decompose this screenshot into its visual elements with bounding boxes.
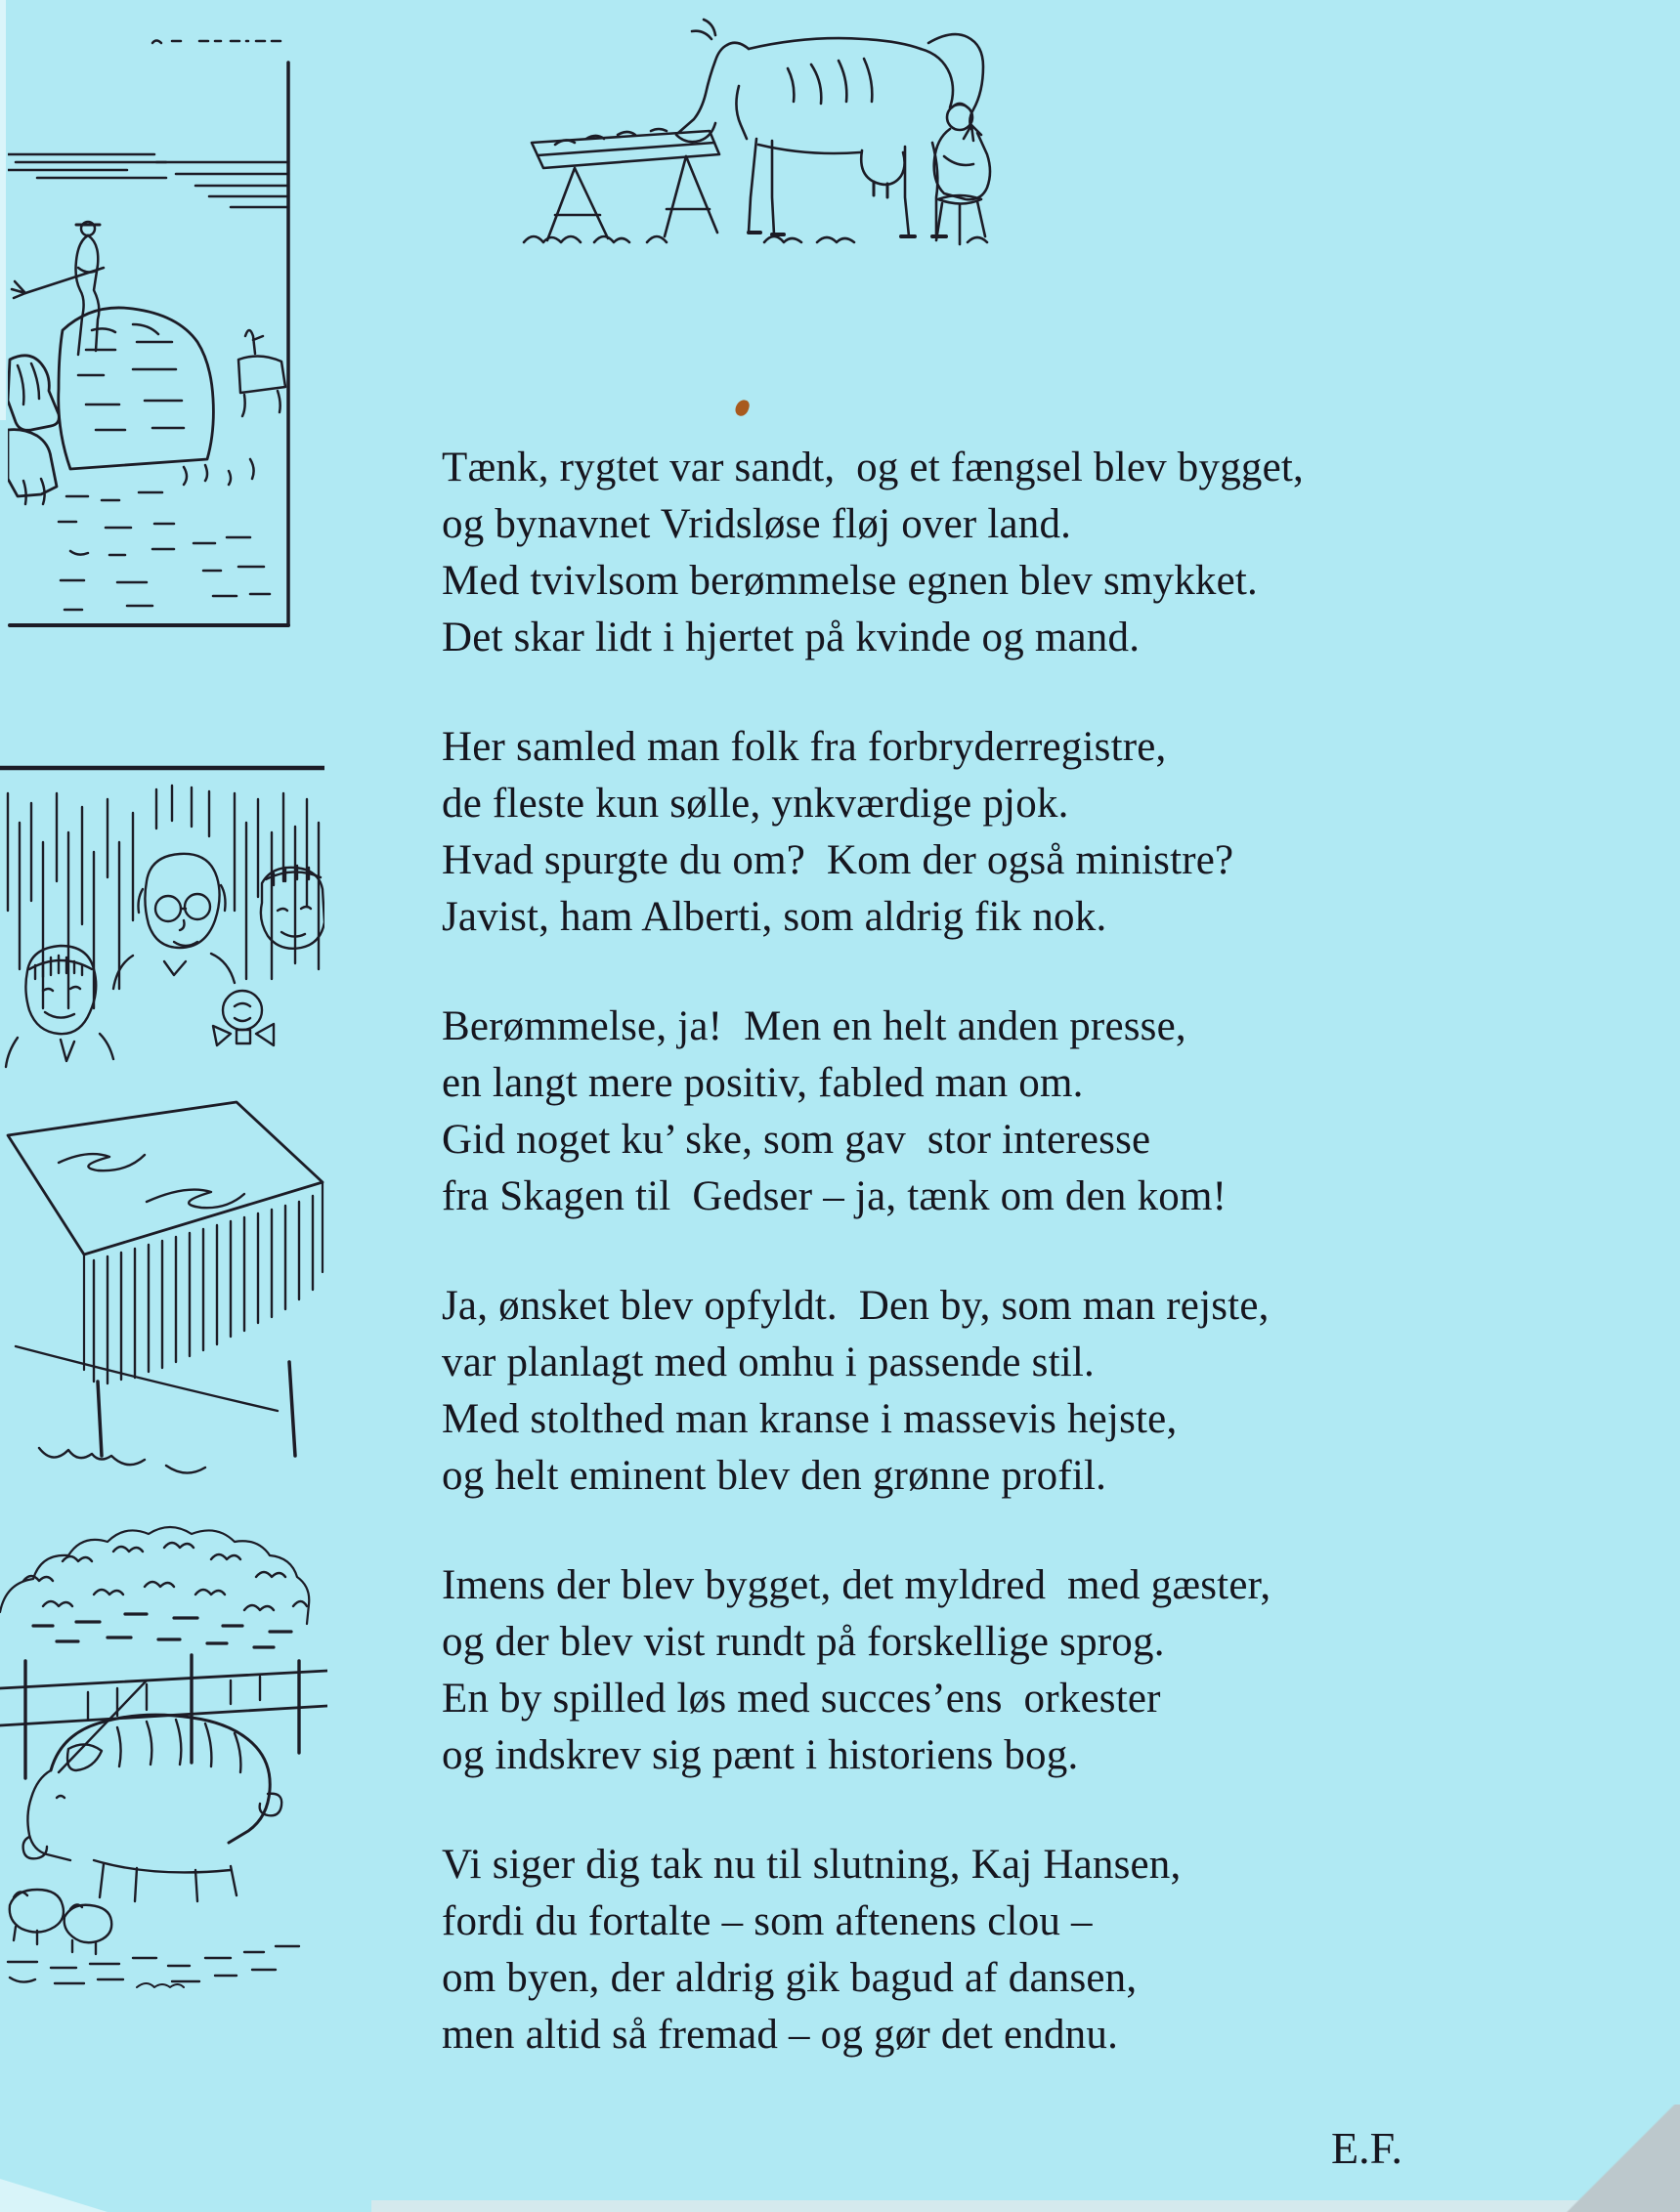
poem-line: men altid så fremad – og gør det endnu. — [442, 2012, 1119, 2058]
poem — [442, 440, 1304, 2116]
scan-corner-artifact — [0, 2179, 108, 2212]
poem-line: Det skar lidt i hjertet på kvinde og mand. — [442, 615, 1141, 660]
poem-line: Berømmelse, ja! Men en helt anden presse, — [442, 1003, 1186, 1049]
stanza-1 — [442, 440, 1304, 666]
poem-line: og indskrev sig pænt i historiens bog. — [442, 1732, 1079, 1778]
poem-line: Gid noget ku’ ske, som gav stor interesse — [442, 1117, 1151, 1163]
stanza-4 — [442, 1278, 1304, 1505]
poem-line: og bynavnet Vridsløse fløj over land. — [442, 501, 1072, 547]
poem-line: En by spilled løs med succes’ens orkester — [442, 1676, 1161, 1722]
poem-line: Hvad spurgte du om? Kom der også ministre? — [442, 837, 1234, 883]
poem-line: Med stolthed man kranse i massevis hejste, — [442, 1396, 1178, 1442]
frame-top-mark — [152, 41, 161, 44]
poem-line: en langt mere positiv, fabled man om. — [442, 1060, 1084, 1106]
poem-line: Vi siger dig tak nu til slutning, Kaj Hansen, — [442, 1842, 1182, 1888]
pig-illustration — [0, 1516, 327, 1995]
poem-line: Javist, ham Alberti, som aldrig fik nok. — [442, 894, 1107, 940]
stanza-2 — [442, 719, 1304, 946]
poem-line: fordi du fortalte – som aftenens clou – — [442, 1898, 1093, 1944]
poem-line: og der blev vist rundt på forskellige sprog. — [442, 1619, 1165, 1665]
hay-wagon-illustration — [8, 35, 291, 629]
poem-line: fra Skagen til Gedser – ja, tænk om den kom! — [442, 1173, 1228, 1219]
stanza-3 — [442, 999, 1304, 1225]
scan-corner-fold-artifact — [1533, 2105, 1680, 2212]
stanza-5 — [442, 1557, 1304, 1784]
paper-speck-artifact — [734, 398, 752, 417]
poem-line: om byen, der aldrig gik bagud af dansen, — [442, 1955, 1138, 2001]
poem-line: Her samled man folk fra forbryderregistre, — [442, 724, 1167, 770]
poem-line: Imens der blev bygget, det myldred med gæster, — [442, 1562, 1271, 1608]
poem-line: og helt eminent blev den grønne profil. — [442, 1453, 1107, 1499]
poem-line: var planlagt med omhu i passende stil. — [442, 1340, 1095, 1385]
scan-bottom-edge-artifact — [371, 2200, 1680, 2212]
author-initials: E.F. — [1331, 2123, 1402, 2173]
classroom-illustration — [0, 764, 324, 1487]
stanza-6 — [442, 1837, 1304, 2063]
scan-edge-artifact — [0, 0, 6, 420]
poem-line: Ja, ønsket blev opfyldt. Den by, som man rejste, — [442, 1283, 1270, 1329]
poem-line: Tænk, rygtet var sandt, og et fængsel blev bygget, — [442, 445, 1304, 490]
poem-line: Med tvivlsom berømmelse egnen blev smykket. — [442, 558, 1259, 604]
poem-line: de fleste kun sølle, ynkværdige pjok. — [442, 781, 1069, 827]
cow-trough-illustration — [518, 8, 1021, 247]
